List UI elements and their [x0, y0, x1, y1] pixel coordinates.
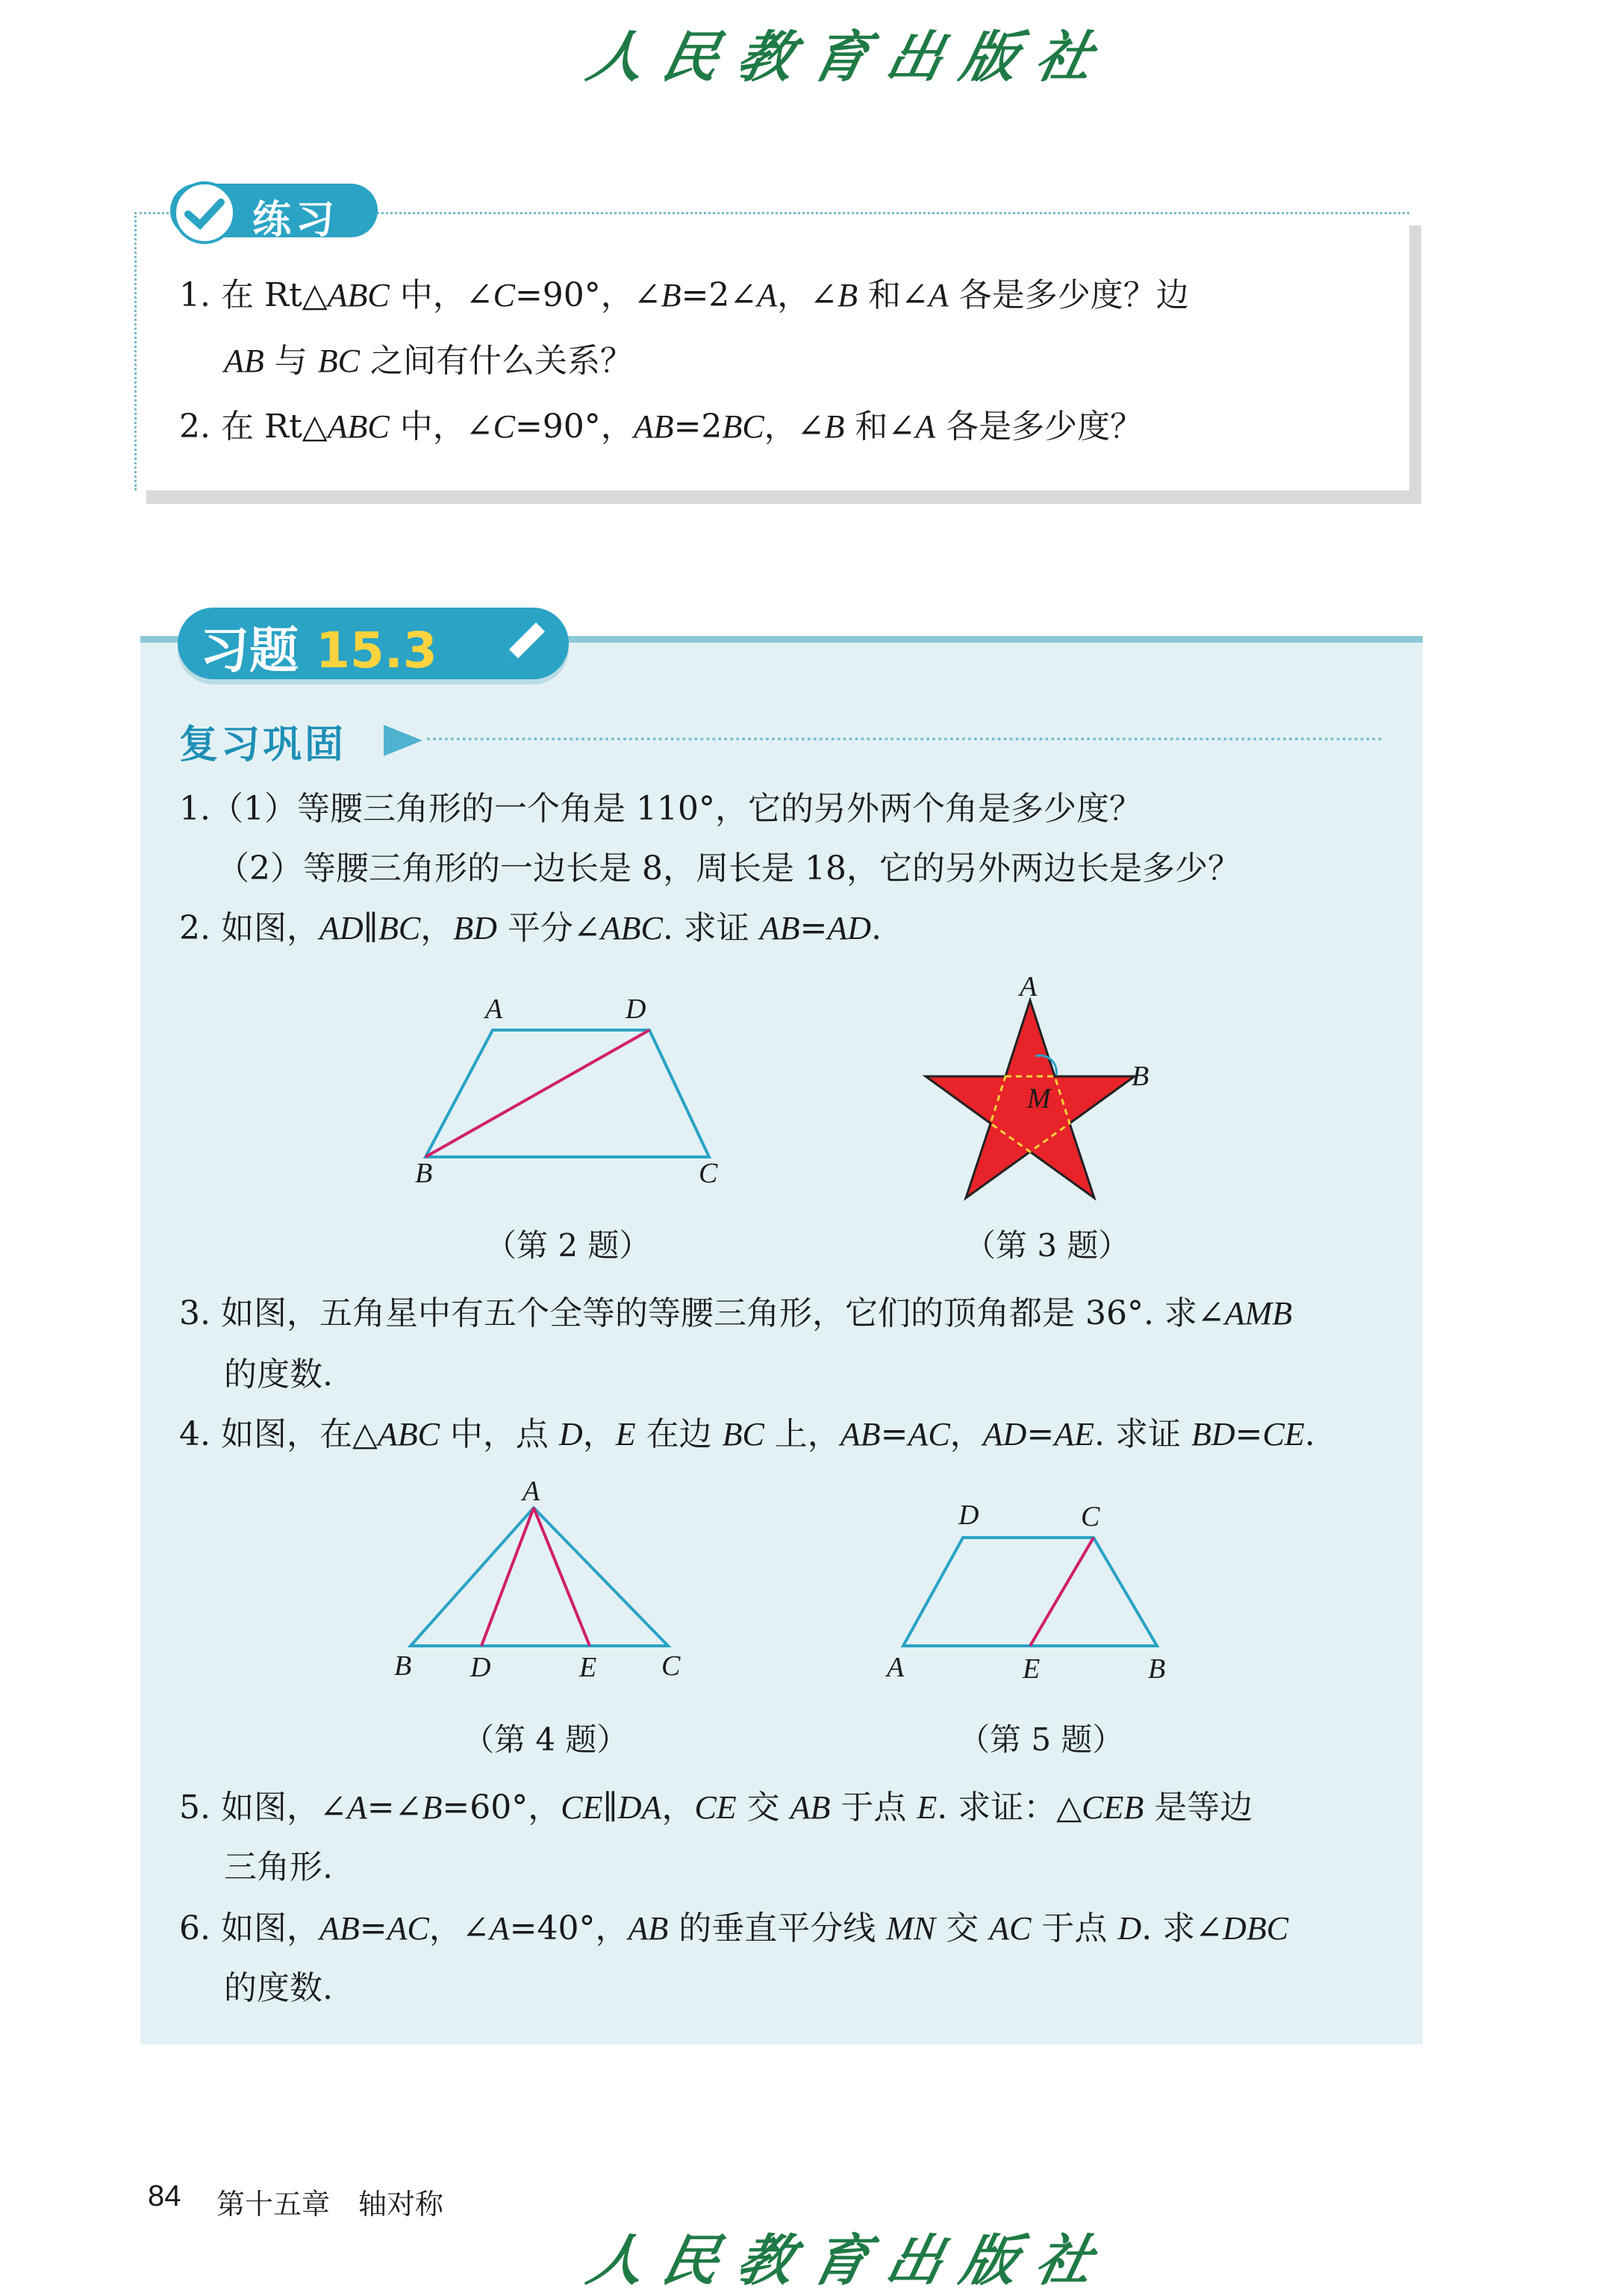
exercise-3-line-1: 3. 如图，五角星中有五个全等的等腰三角形，它们的顶角都是 36°. 求∠AMB [179, 1294, 1293, 1332]
fig5-label-c: C [1081, 1501, 1100, 1532]
fig4-label-a: A [523, 1476, 540, 1507]
segment-ce [1030, 1538, 1094, 1646]
practice-question-1-line-2: AB 与 BC 之间有什么关系？ [224, 342, 633, 380]
fig3-label-b: B [1132, 1061, 1150, 1092]
fig3-label-m: M [1027, 1083, 1051, 1114]
review-dotted-rule [427, 737, 1382, 740]
fig3-label-a: A [1020, 971, 1038, 1002]
segment-ad [481, 1508, 534, 1646]
practice-question-2: 2. 在 Rt△ABC 中，∠C=90°，AB=2BC，∠B 和∠A 各是多少度？ [179, 408, 1144, 446]
exercise-title: 习题 15.3 [200, 622, 437, 679]
segment-ae [534, 1508, 590, 1646]
fig4-label-c: C [661, 1650, 681, 1682]
exercise-5-line-1: 5. 如图，∠A=∠B=60°，CE∥DA，CE 交 AB 于点 E. 求证：△CEB 是等边 [179, 1788, 1253, 1826]
figure-5-trapezoid [888, 1523, 1172, 1657]
publisher-logo-footer: 人民教育出版社 [581, 2229, 1118, 2293]
figure-4-triangle [388, 1493, 687, 1657]
exercise-4: 4. 如图，在△ABC 中，点 D，E 在边 BC 上，AB=AC，AD=AE. 求证 BD=CE. [179, 1415, 1315, 1453]
page-number: 84 [148, 2180, 181, 2212]
exercise-1-line-1: 1.（1）等腰三角形的一个角是 110°，它的另外两个角是多少度？ [179, 790, 1142, 828]
exercise-6-line-2: 的度数. [224, 1969, 333, 2007]
fig2-label-d: D [626, 993, 646, 1025]
exercise-2: 2. 如图，AD∥BC，BD 平分∠ABC. 求证 AB=AD. [179, 909, 882, 947]
fig3-caption: （第 3 题） [964, 1227, 1130, 1264]
fig2-label-b: B [415, 1158, 433, 1189]
review-arrow-icon [381, 722, 425, 762]
practice-title: 练习 [252, 198, 340, 243]
trapezoid-abcd-5 [903, 1538, 1157, 1646]
exercise-6-line-1: 6. 如图，AB=AC，∠A=40°，AB 的垂直平分线 MN 交 AC 于点 D. 求∠DBC [179, 1909, 1289, 1947]
fig2-caption: （第 2 题） [485, 1227, 651, 1264]
fig5-label-e: E [1023, 1653, 1041, 1685]
trapezoid-abcd [425, 1030, 709, 1157]
figure-2-trapezoid [403, 985, 746, 1179]
pencil-icon [493, 612, 555, 678]
exercise-3-line-2: 的度数. [224, 1356, 333, 1394]
publisher-logo-header: 人民教育出版社 [581, 25, 1118, 90]
triangle-abc [411, 1508, 668, 1646]
fig2-label-a: A [485, 993, 503, 1025]
fig4-label-d: D [470, 1652, 491, 1683]
fig5-label-b: B [1148, 1653, 1166, 1685]
review-section-title: 复习巩固 [179, 723, 347, 767]
exercise-5-line-2: 三角形. [224, 1848, 333, 1886]
practice-check-icon [173, 181, 236, 244]
practice-question-1-line-1: 1. 在 Rt△ABC 中，∠C=90°，∠B=2∠A，∠B 和∠A 各是多少度？边 [179, 276, 1189, 314]
chapter-title: 第十五章 轴对称 [216, 2188, 444, 2221]
fig4-label-b: B [394, 1650, 412, 1682]
fig5-label-a: A [887, 1652, 905, 1683]
fig2-label-c: C [699, 1158, 718, 1189]
exercise-1-line-2: （2）等腰三角形的一边长是 8，周长是 18，它的另外两边长是多少？ [216, 849, 1241, 887]
fig5-label-d: D [958, 1500, 979, 1531]
fig4-caption: （第 4 题） [463, 1721, 628, 1758]
fig4-label-e: E [579, 1652, 597, 1683]
fig5-caption: （第 5 题） [958, 1721, 1124, 1758]
